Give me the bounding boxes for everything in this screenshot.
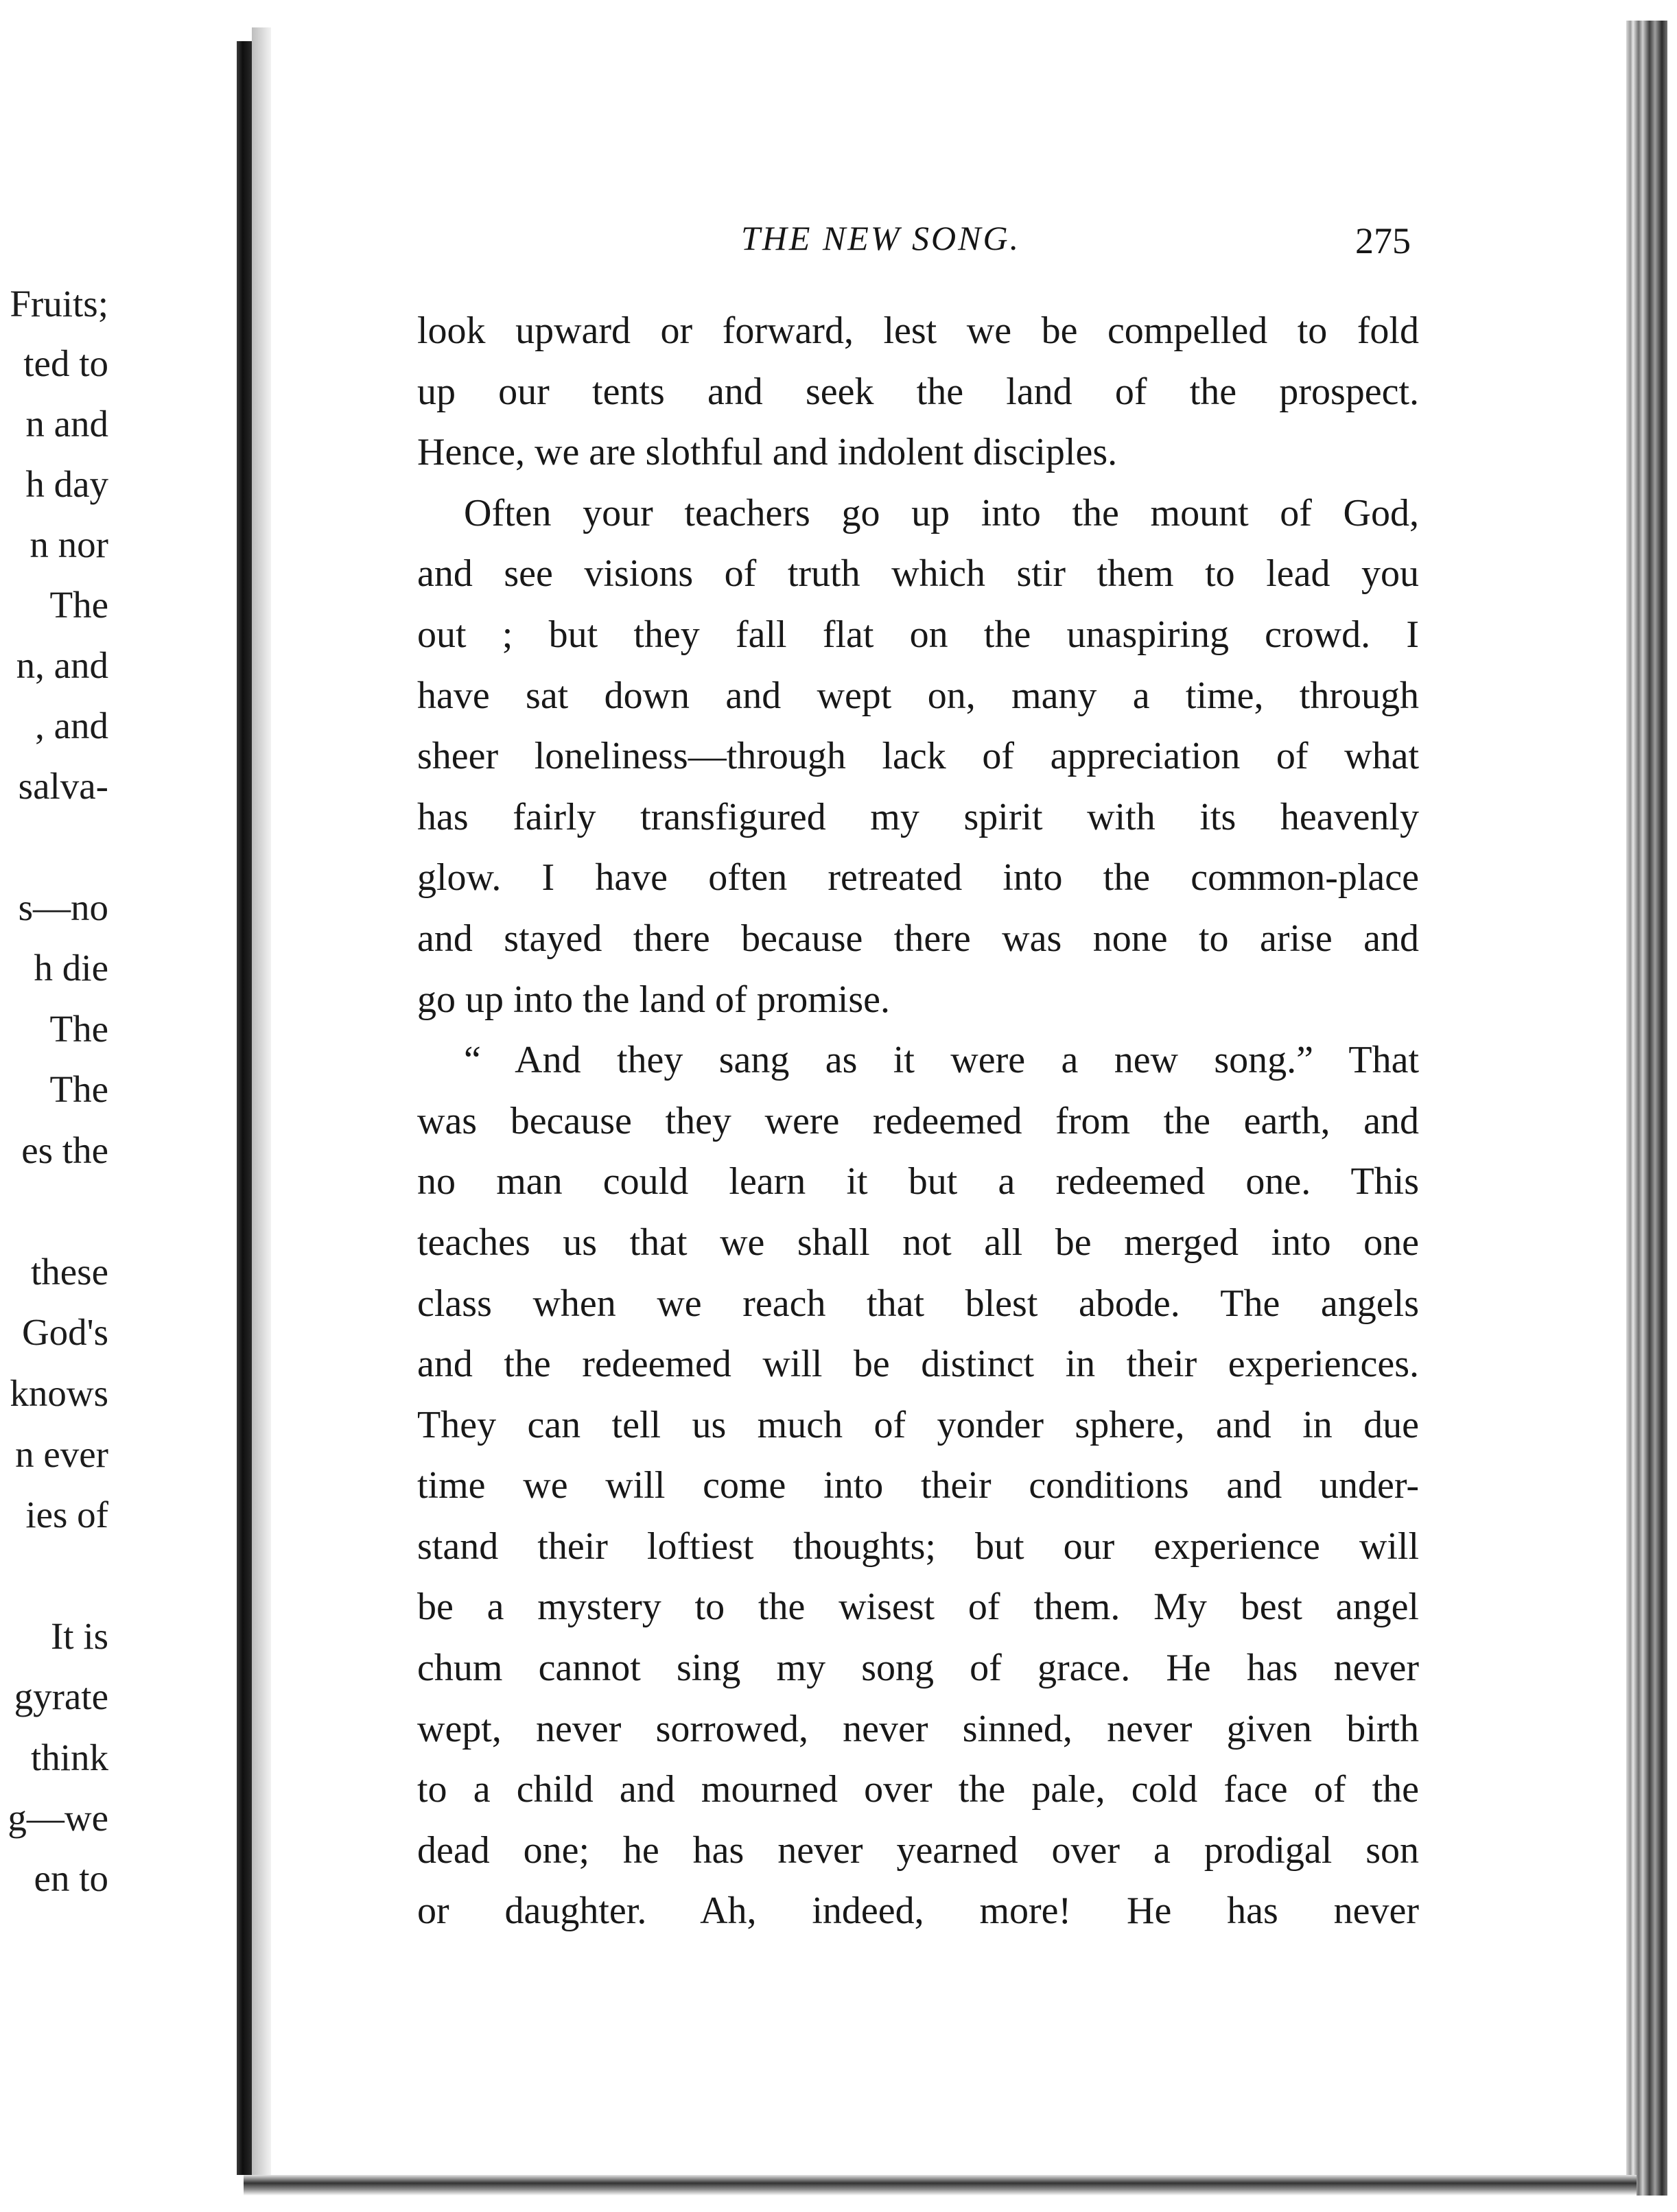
text-line: to a child and mourned over the pale, cold face of the: [417, 1768, 1419, 1811]
text-line: time we will come into their conditions and under-: [417, 1464, 1419, 1507]
previous-page-line: think: [30, 1737, 108, 1778]
text-line: sheer loneliness—through lack of appreciation of what: [417, 735, 1419, 778]
text-line: go up into the land of promise.: [417, 978, 891, 1021]
previous-page-line: n nor: [30, 523, 108, 565]
previous-page-line: Fruits;: [10, 283, 108, 325]
previous-page-line: salva-: [18, 765, 108, 807]
previous-page-line: n ever: [15, 1433, 108, 1475]
previous-page-line: God's: [21, 1311, 108, 1353]
text-line: has fairly transfigured my spirit with its heavenly: [417, 795, 1419, 838]
text-line: be a mystery to the wisest of them. My best angel: [417, 1586, 1419, 1629]
previous-page-line: n and: [25, 403, 108, 445]
text-line: Hence, we are slothful and indolent disciples.: [417, 431, 1118, 474]
book-gutter-shadow: [237, 41, 252, 2175]
previous-page-line: The: [49, 584, 108, 626]
previous-page-line: gyrate: [14, 1675, 108, 1717]
text-line: and the redeemed will be distinct in their experiences.: [417, 1343, 1419, 1386]
previous-page-line: s—no: [18, 886, 108, 928]
previous-page-line: g—we: [8, 1797, 108, 1839]
previous-page-line: h die: [34, 947, 108, 989]
text-line: and stayed there because there was none to arise and: [417, 917, 1419, 960]
page-block-edge: [1626, 21, 1667, 2196]
page-number: 275: [1355, 220, 1411, 261]
text-line: was because they were redeemed from the earth, and: [417, 1099, 1419, 1142]
text-line: or daughter. Ah, indeed, more! He has never: [417, 1890, 1419, 1933]
previous-page-line: ted to: [23, 342, 108, 384]
previous-page-line: ies of: [25, 1494, 108, 1536]
book-gutter-fold: [252, 27, 271, 2189]
text-line: glow. I have often retreated into the common-place: [417, 856, 1419, 899]
text-line: out ; but they fall flat on the unaspiring crowd. I: [417, 613, 1419, 656]
running-header-title: THE NEW SONG.: [741, 219, 1021, 257]
previous-page-line: h day: [25, 463, 108, 505]
text-line: They can tell us much of yonder sphere, and in due: [417, 1403, 1419, 1446]
previous-page-line: these: [30, 1251, 108, 1293]
previous-page: [0, 27, 233, 2182]
previous-page-line: The: [49, 1008, 108, 1050]
previous-page-line: The: [49, 1068, 108, 1110]
text-line: look upward or forward, lest we be compelled to fold: [417, 309, 1419, 352]
previous-page-line: It is: [50, 1615, 108, 1657]
previous-page-line: n, and: [16, 644, 108, 686]
text-line: stand their loftiest thoughts; but our experience will: [417, 1525, 1419, 1568]
previous-page-line: knows: [10, 1372, 108, 1414]
text-line: Often your teachers go up into the mount of God,: [464, 491, 1419, 534]
previous-page-line: , and: [35, 705, 108, 746]
text-line: up our tents and seek the land of the prospect.: [417, 370, 1419, 413]
page-bottom-edge: [244, 2175, 1637, 2196]
previous-page-line: en to: [34, 1857, 108, 1899]
text-line: have sat down and wept on, many a time, through: [417, 674, 1419, 717]
text-line: dead one; he has never yearned over a prodigal son: [417, 1828, 1419, 1872]
previous-page-line: es the: [21, 1129, 108, 1171]
text-line: no man could learn it but a redeemed one. This: [417, 1160, 1419, 1203]
text-line: class when we reach that blest abode. The angels: [417, 1282, 1419, 1325]
text-line: “ And they sang as it were a new song.” That: [464, 1039, 1419, 1082]
text-line: teaches us that we shall not all be merged into one: [417, 1221, 1419, 1264]
page-body-text: [417, 301, 1419, 1942]
text-line: and see visions of truth which stir them to lead you: [417, 552, 1419, 596]
text-line: wept, never sorrowed, never sinned, never given birth: [417, 1707, 1419, 1750]
text-line: chum cannot sing my song of grace. He has never: [417, 1647, 1419, 1690]
